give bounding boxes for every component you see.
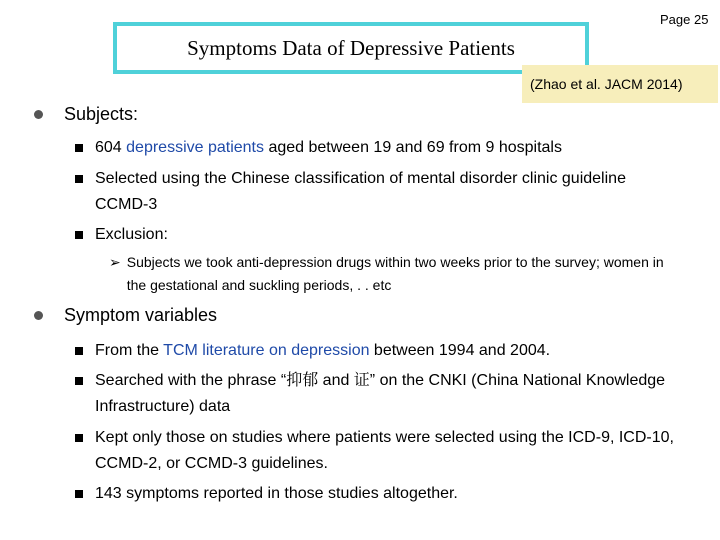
square-bullet-icon	[75, 231, 83, 239]
sub-list-item	[109, 251, 687, 297]
slide-title-text: Symptoms Data of Depressive Patients	[187, 35, 515, 60]
section-symptom-variables	[0, 305, 217, 326]
text-post: between 1994 and 2004.	[369, 342, 551, 359]
list-item	[75, 481, 695, 507]
bullet-dot-icon	[34, 110, 43, 119]
square-bullet-icon	[75, 434, 83, 442]
list-item	[75, 166, 635, 218]
text-highlight: depressive patients	[126, 139, 264, 156]
section-subjects	[0, 104, 138, 125]
square-bullet-icon	[75, 175, 83, 183]
square-bullet-icon	[75, 377, 83, 385]
list-item-text: Exclusion:	[95, 226, 168, 243]
text-pre: From the	[95, 342, 164, 359]
text-highlight: TCM literature on depression	[163, 342, 370, 359]
list-item	[75, 425, 690, 477]
arrow-bullet-icon: ➢	[109, 254, 121, 270]
citation-label: (Zhao et al. JACM 2014)	[522, 65, 718, 103]
list-item	[75, 368, 670, 420]
list-item-text: 143 symptoms reported in those studies altogether.	[95, 485, 458, 502]
sub-list-item-text: Subjects we took anti-depression drugs within two weeks prior to the survey; women in the gestational and suckling periods, . . etc	[126, 254, 664, 293]
list-item-text: Kept only those on studies where patients were selected using the ICD-9, ICD-10, CCMD-2, or CCMD-3 guidelines.	[95, 429, 674, 472]
list-item-text: Selected using the Chinese classification of mental disorder clinic guideline CCMD-3	[95, 170, 626, 213]
square-bullet-icon	[75, 490, 83, 498]
list-item-text: Searched with the phrase “抑郁 and 证” on the CNKI (China National Knowledge Infrastructure) data	[95, 372, 666, 415]
list-item	[75, 338, 695, 364]
slide-title	[113, 22, 589, 74]
square-bullet-icon	[75, 347, 83, 355]
page-number: Page 25	[660, 12, 709, 27]
text-post: aged between 19 and 69 from 9 hospitals	[264, 139, 562, 156]
section-heading: Subjects:	[64, 104, 139, 124]
list-item	[75, 135, 695, 161]
square-bullet-icon	[75, 144, 83, 152]
bullet-dot-icon	[34, 311, 43, 320]
list-item	[75, 222, 695, 248]
list-item-text	[95, 338, 695, 364]
list-item-text	[95, 135, 695, 161]
text-pre: 604	[95, 139, 127, 156]
section-heading: Symptom variables	[64, 305, 218, 325]
